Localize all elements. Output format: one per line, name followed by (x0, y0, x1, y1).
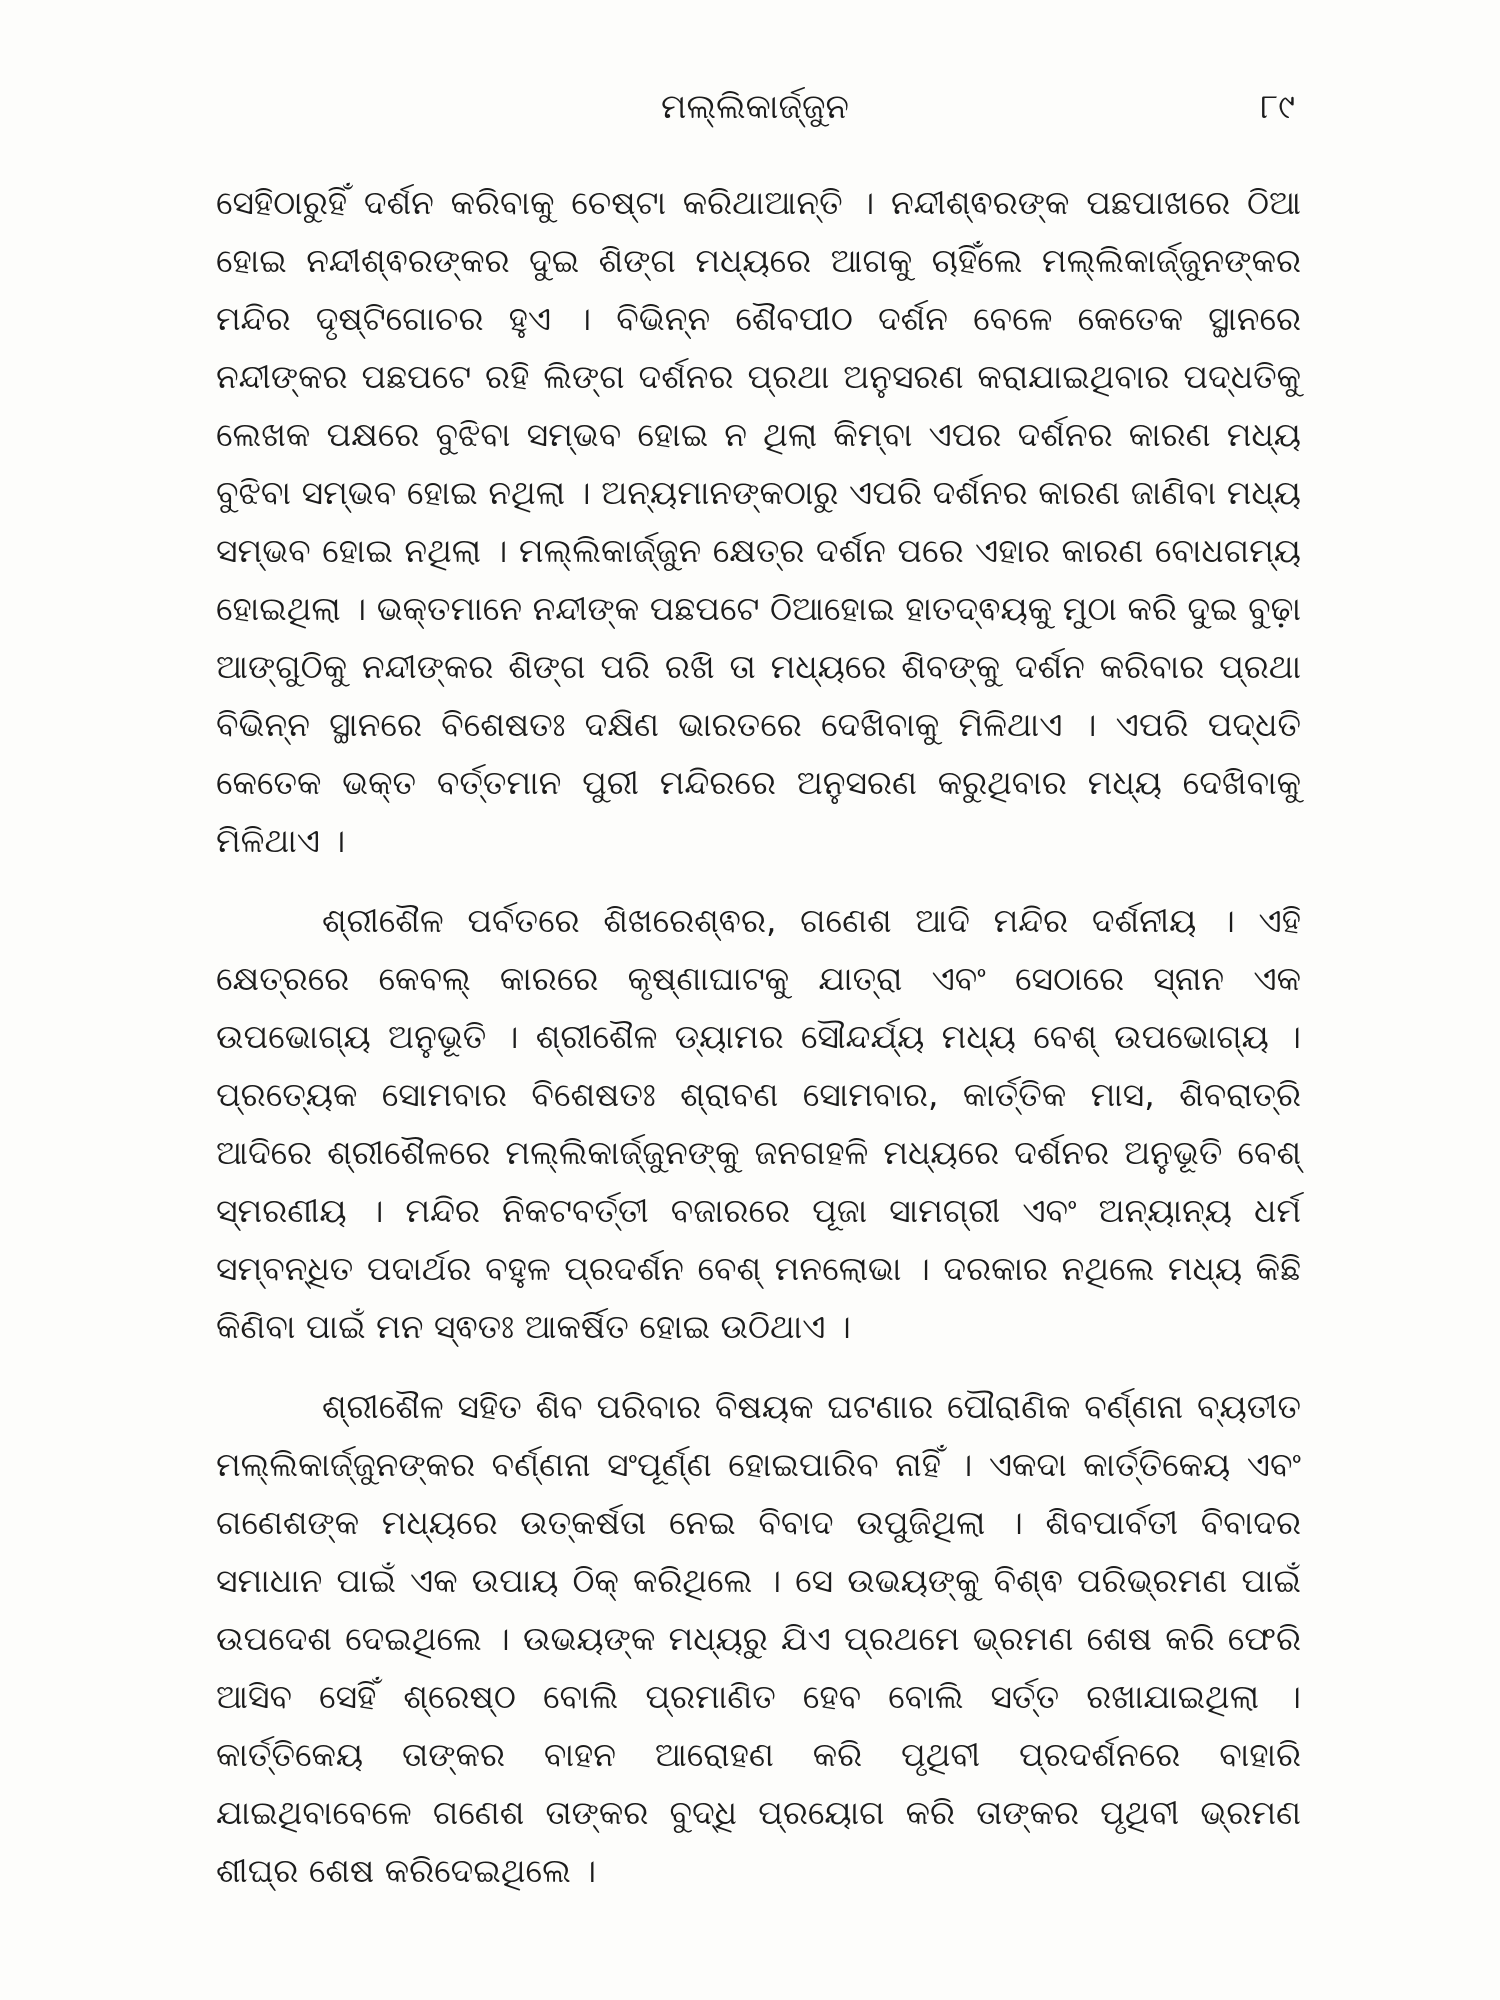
page-header (0, 85, 1500, 145)
paragraph-1: ସେହିଠାରୁହିଁ ଦର୍ଶନ କରିବାକୁ ଚେଷ୍ଟା କରିଥାଆନ୍ତି । ନନ୍ଦୀଶ୍ଵରଙ୍କ ପଛପାଖରେ ଠିଆ ହୋଇ ନନ୍ଦୀଶ୍ଵରଙ୍କର ଦୁଇ ଶିଙ୍ଗ ମଧ୍ୟରେ ଆଗକୁ ଚାହିଁଲେ ମଲ୍ଲିକାର୍ଜ୍ଜୁନଙ୍କର ମନ୍ଦିର ଦୃଷ୍ଟିଗୋଚର ହୁଏ । ବିଭିନ୍ନ ଶୈବପୀଠ ଦର୍ଶନ ବେଳେ କେତେକ ସ୍ଥାନରେ ନନ୍ଦୀଙ୍କର ପଛପଟେ ରହି ଲିଙ୍ଗ ଦର୍ଶନର ପ୍ରଥା ଅନୁସରଣ କରାଯାଇଥିବାର ପଦ୍ଧତିକୁ ଲେଖକ ପକ୍ଷରେ ବୁଝିବା ସମ୍ଭବ ହୋଇ ନ ଥିଲା କିମ୍ବା ଏପର ଦର୍ଶନର କାରଣ ମଧ୍ୟ ବୁଝିବା ସମ୍ଭବ ହୋଇ ନଥିଲା । ଅନ୍ୟମାନଙ୍କଠାରୁ ଏପରି ଦର୍ଶନର କାରଣ ଜାଣିବା ମଧ୍ୟ ସମ୍ଭବ ହୋଇ ନଥିଲା । ମଲ୍ଲିକାର୍ଜ୍ଜୁନ କ୍ଷେତ୍ର ଦର୍ଶନ ପରେ ଏହାର କାରଣ ବୋଧଗମ୍ୟ ହୋଇଥିଲା । ଭକ୍ତମାନେ ନନ୍ଦୀଙ୍କ ପଛପଟେ ଠିଆହୋଇ ହାତଦ୍ଵୟକୁ ମୁଠା କରି ଦୁଇ ବୁଢ଼ା ଆଙ୍ଗୁଠିକୁ ନନ୍ଦୀଙ୍କର ଶିଙ୍ଗ ପରି ରଖି ତା ମଧ୍ୟରେ ଶିବଙ୍କୁ ଦର୍ଶନ କରିବାର ପ୍ରଥା ବିଭିନ୍ନ ସ୍ଥାନରେ ବିଶେଷତଃ ଦକ୍ଷିଣ ଭାରତରେ ଦେଖିବାକୁ ମିଳିଥାଏ । ଏପରି ପଦ୍ଧତି କେତେକ ଭକ୍ତ ବର୍ତ୍ତମାନ ପୁରୀ ମନ୍ଦିରରେ ଅନୁସରଣ କରୁଥିବାର ମଧ୍ୟ ଦେଖିବାକୁ ମିଳିଥାଏ । (216, 183, 1301, 860)
paragraph-3: ଶ୍ରୀଶୈଳ ସହିତ ଶିବ ପରିବାର ବିଷୟକ ଘଟଣାର ପୌରାଣିକ ବର୍ଣ୍ଣନା ବ୍ୟତୀତ ମଲ୍ଲିକାର୍ଜ୍ଜୁନଙ୍କର ବର୍ଣ୍ଣନା ସଂପୂର୍ଣ୍ଣ ହୋଇପାରିବ ନାହିଁ । ଏକଦା କାର୍ତ୍ତିକେୟ ଏବଂ ଗଣେଶଙ୍କ ମଧ୍ୟରେ ଉତ୍କର୍ଷତା ନେଇ ବିବାଦ ଉପୁଜିଥିଲା । ଶିବପାର୍ବତୀ ବିବାଦର ସମାଧାନ ପାଇଁ ଏକ ଉପାୟ ଠିକ୍ କରିଥିଲେ । ସେ ଉଭୟଙ୍କୁ ବିଶ୍ଵ ପରିଭ୍ରମଣ ପାଇଁ ଉପଦେଶ ଦେଇଥିଲେ । ଉଭୟଙ୍କ ମଧ୍ୟରୁ ଯିଏ ପ୍ରଥମେ ଭ୍ରମଣ ଶେଷ କରି ଫେରି ଆସିବ ସେହିଁ ଶ୍ରେଷ୍ଠ ବୋଲି ପ୍ରମାଣିତ ହେବ ବୋଲି ସର୍ତ୍ତ ରଖାଯାଇଥିଲା । କାର୍ତ୍ତିକେୟ ତାଙ୍କର ବାହନ ଆରୋହଣ କରି ପୃଥିବୀ ପ୍ରଦର୍ଶନରେ ବାହାରି ଯାଇଥିବାବେଳେ ଗଣେଶ ତାଙ୍କର ବୁଦ୍ଧି ପ୍ରୟୋଗ କରି ତାଙ୍କର ପୃଥିବୀ ଭ୍ରମଣ ଶୀଘ୍ର ଶେଷ କରିଦେଇଥିଲେ । (216, 1387, 1301, 1890)
paragraph-2: ଶ୍ରୀଶୈଳ ପର୍ବତରେ ଶିଖରେଶ୍ଵର, ଗଣେଶ ଆଦି ମନ୍ଦିର ଦର୍ଶନୀୟ । ଏହି କ୍ଷେତ୍ରରେ କେବଲ୍ କାରରେ କୃଷ୍ଣାଘାଟକୁ ଯାତ୍ରା ଏବଂ ସେଠାରେ ସ୍ନାନ ଏକ ଉପଭୋଗ୍ୟ ଅନୁଭୂତି । ଶ୍ରୀଶୈଳ ଡ୍ୟାମର ସୌନ୍ଦର୍ଯ୍ୟ ମଧ୍ୟ ବେଶ୍ ଉପଭୋଗ୍ୟ । ପ୍ରତ୍ୟେକ ସୋମବାର ବିଶେଷତଃ ଶ୍ରାବଣ ସୋମବାର, କାର୍ତ୍ତିକ ମାସ, ଶିବରାତ୍ରି ଆଦିରେ ଶ୍ରୀଶୈଳରେ ମଲ୍ଲିକାର୍ଜ୍ଜୁନଙ୍କୁ ଜନଗହଳି ମଧ୍ୟରେ ଦର୍ଶନର ଅନୁଭୂତି ବେଶ୍ ସ୍ମରଣୀୟ । ମନ୍ଦିର ନିକଟବର୍ତ୍ତୀ ବଜାରରେ ପୂଜା ସାମଗ୍ରୀ ଏବଂ ଅନ୍ୟାନ୍ୟ ଧର୍ମ ସମ୍ବନ୍ଧିତ ପଦାର୍ଥର ବହୁଳ ପ୍ରଦର୍ଶନ ବେଶ୍ ମନଲୋଭା । ଦରକାର ନଥିଲେ ମଧ୍ୟ କିଛି କିଣିବା ପାଇଁ ମନ ସ୍ଵତଃ ଆକର୍ଷିତ ହୋଇ ଉଠିଥାଏ । (216, 901, 1301, 1346)
body-text (216, 174, 1301, 1900)
page-number: ୮୯ (1260, 87, 1295, 127)
running-title: ମଲ୍ଲିକାର୍ଜ୍ଜୁନ (661, 87, 849, 127)
